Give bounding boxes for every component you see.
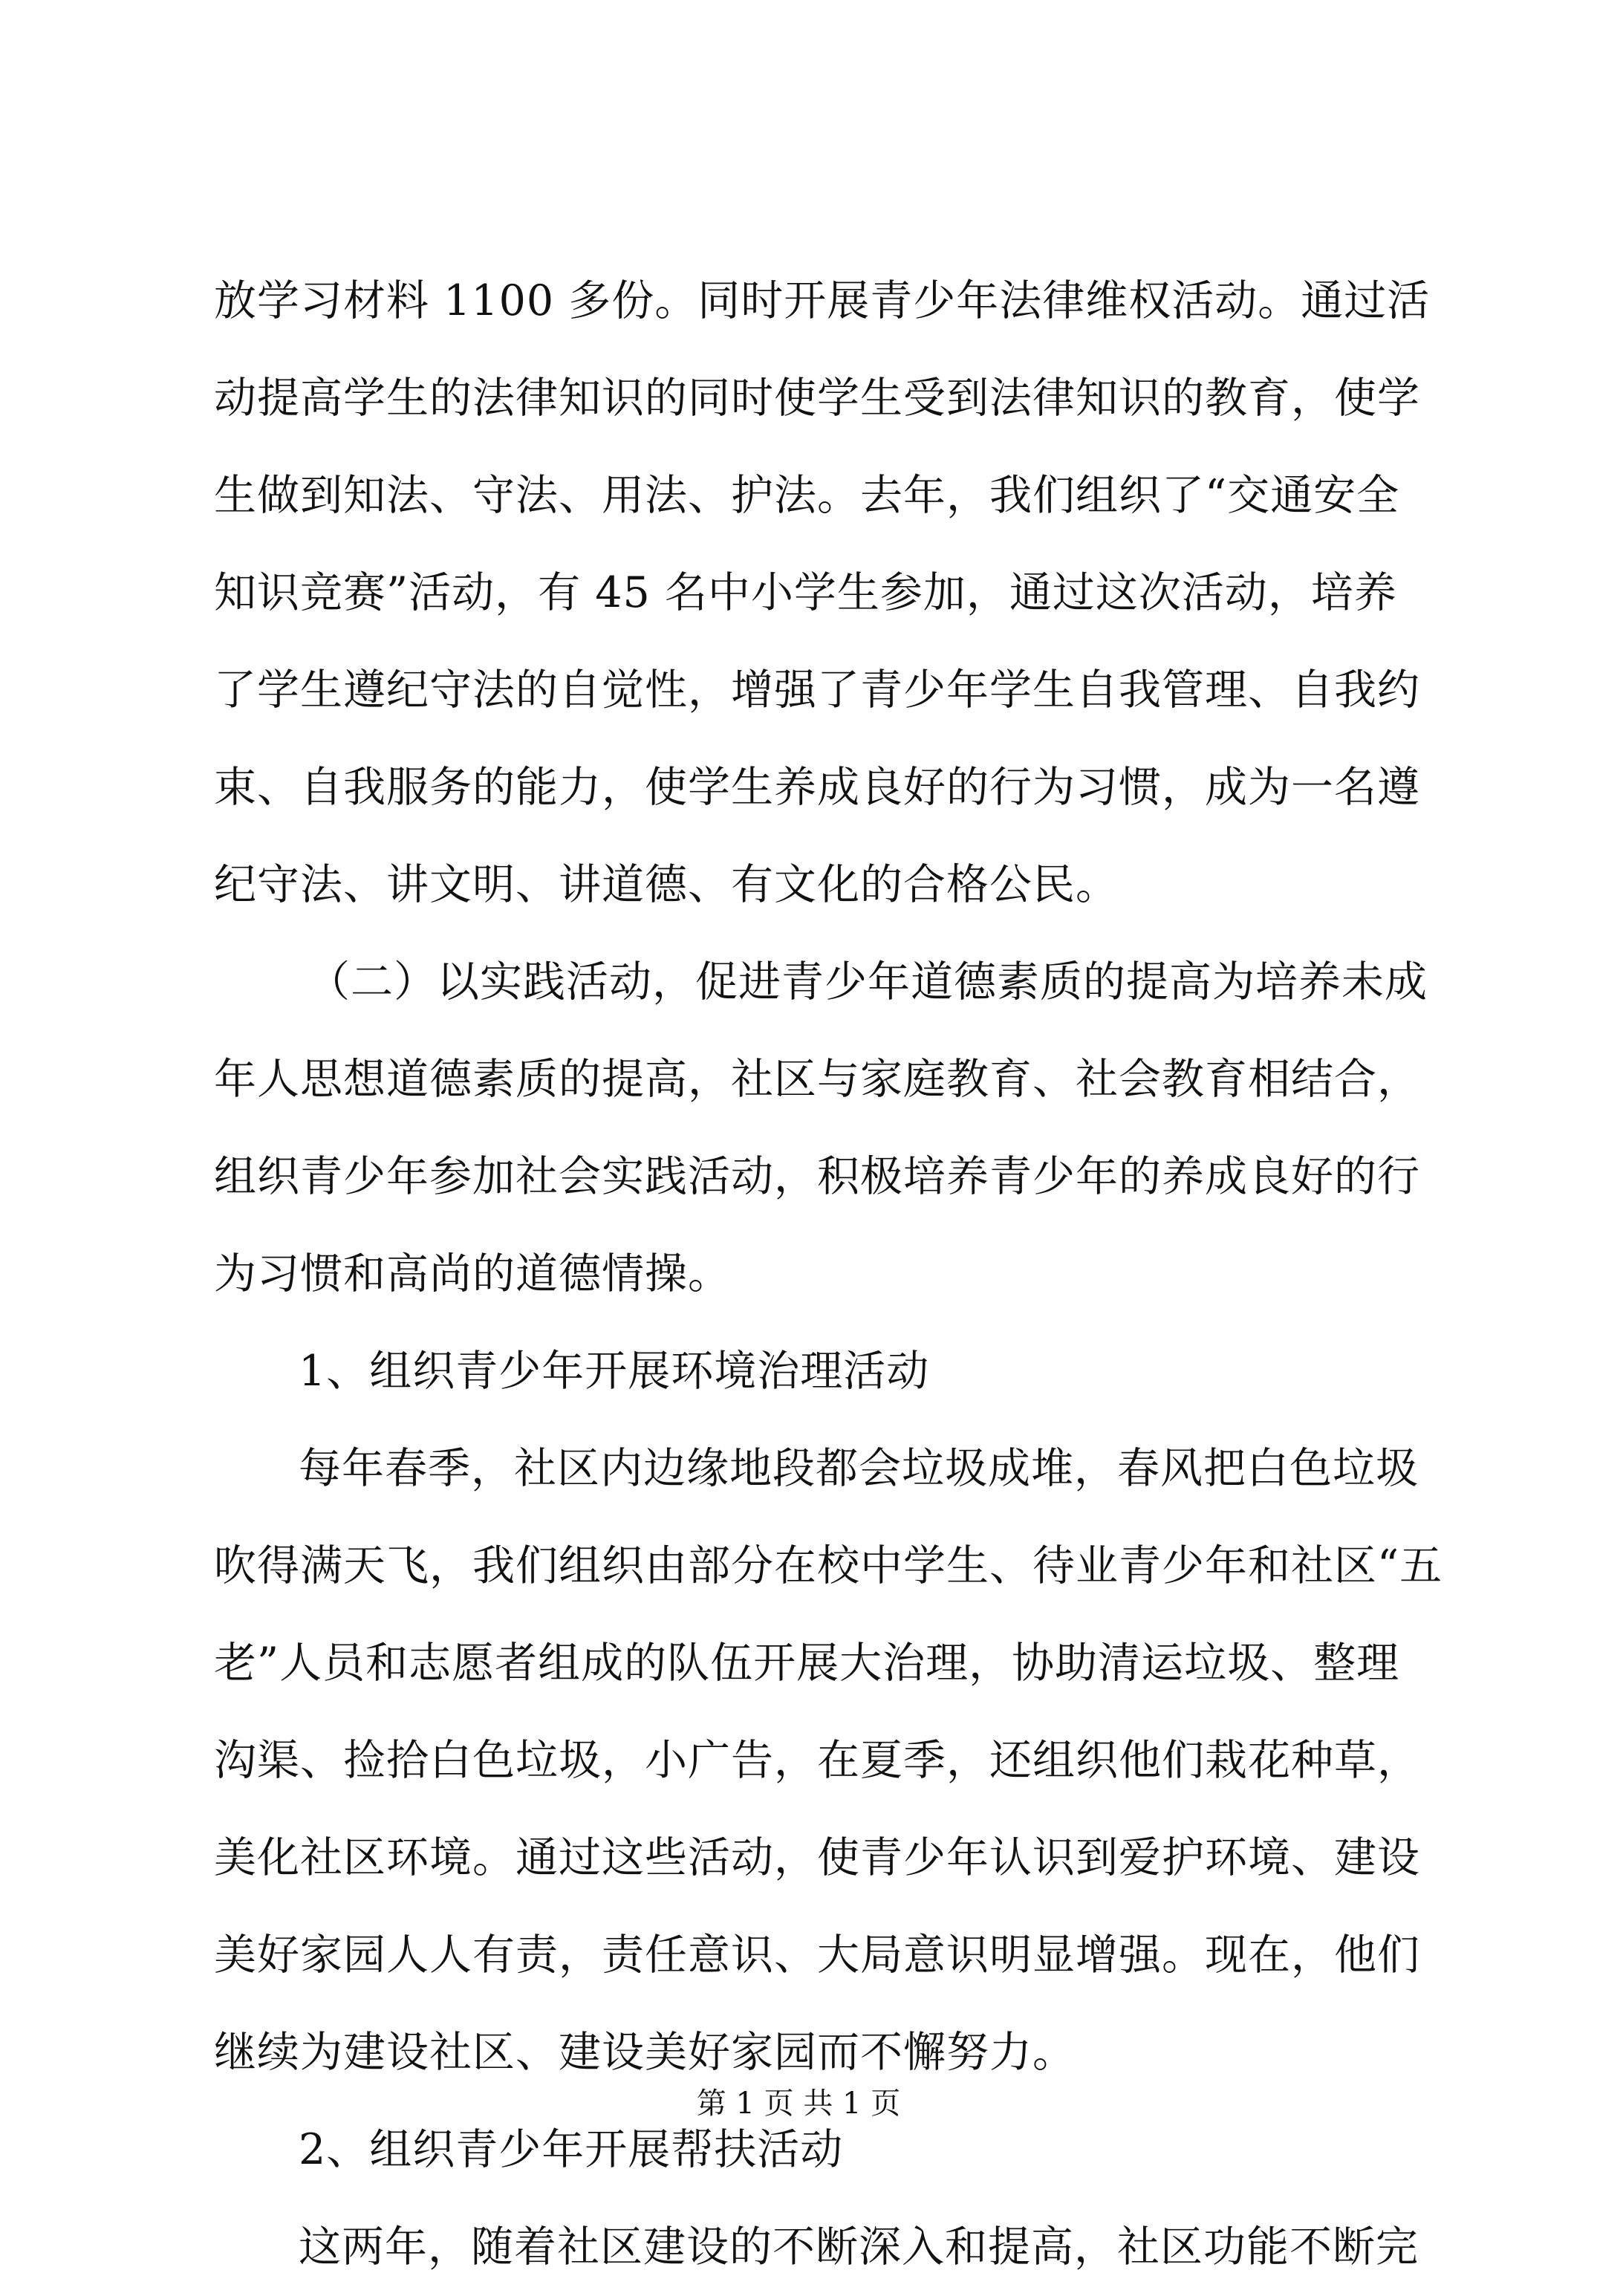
body-text — [214, 253, 1443, 2296]
text-line: 放学习材料 1100 多份。同时开展青少年法律维权活动。通过活 — [214, 276, 1431, 325]
subheading-line: 2、组织青少年开展帮扶活动 — [299, 2125, 844, 2174]
text-line: 组织青少年参加社会实践活动，积极培养青少年的养成良好的行 — [214, 1152, 1420, 1201]
text-line: 束、自我服务的能力，使学生养成良好的行为习惯，成为一名遵 — [214, 763, 1420, 812]
text-line: 了学生遵纪守法的自觉性，增强了青少年学生自我管理、自我约 — [214, 666, 1420, 715]
section-heading-line: （二）以实践活动，促进青少年道德素质的提高为培养未成 — [308, 957, 1428, 1006]
text-line: 纪守法、讲文明、讲道德、有文化的合格公民。 — [214, 860, 1119, 909]
page-footer: 第 1 页 共 1 页 — [696, 2087, 901, 2121]
text-line: 美好家园人人有责，责任意识、大局意识明显增强。现在，他们 — [214, 1931, 1420, 1980]
text-line: 老”人员和志愿者组成的队伍开展大治理，协助清运垃圾、整理 — [214, 1639, 1400, 1688]
text-line: 沟渠、捡拾白色垃圾，小广告，在夏季，还组织他们栽花种草， — [214, 1736, 1420, 1785]
text-line: 这两年，随着社区建设的不断深入和提高，社区功能不断完 — [299, 2222, 1419, 2271]
text-line: 吹得满天飞，我们组织由部分在校中学生、待业青少年和社区“五 — [214, 1541, 1443, 1590]
text-line: 动提高学生的法律知识的同时使学生受到法律知识的教育，使学 — [214, 374, 1420, 423]
subheading-line: 1、组织青少年开展环境治理活动 — [299, 1347, 930, 1396]
text-line: 生做到知法、守法、用法、护法。去年，我们组织了“交通安全 — [214, 471, 1400, 520]
text-line: 年人思想道德素质的提高，社区与家庭教育、社会教育相结合， — [214, 1055, 1420, 1104]
text-line: 继续为建设社区、建设美好家园而不懈努力。 — [214, 2028, 1076, 2077]
text-line: 为习惯和高尚的道德情操。 — [214, 1249, 731, 1298]
text-line: 每年春季，社区内边缘地段都会垃圾成堆，春风把白色垃圾 — [299, 1444, 1419, 1493]
text-line: 知识竞赛”活动，有 45 名中小学生参加，通过这次活动，培养 — [214, 568, 1397, 617]
text-line: 美化社区环境。通过这些活动，使青少年认识到爱护环境、建设 — [214, 1833, 1420, 1882]
